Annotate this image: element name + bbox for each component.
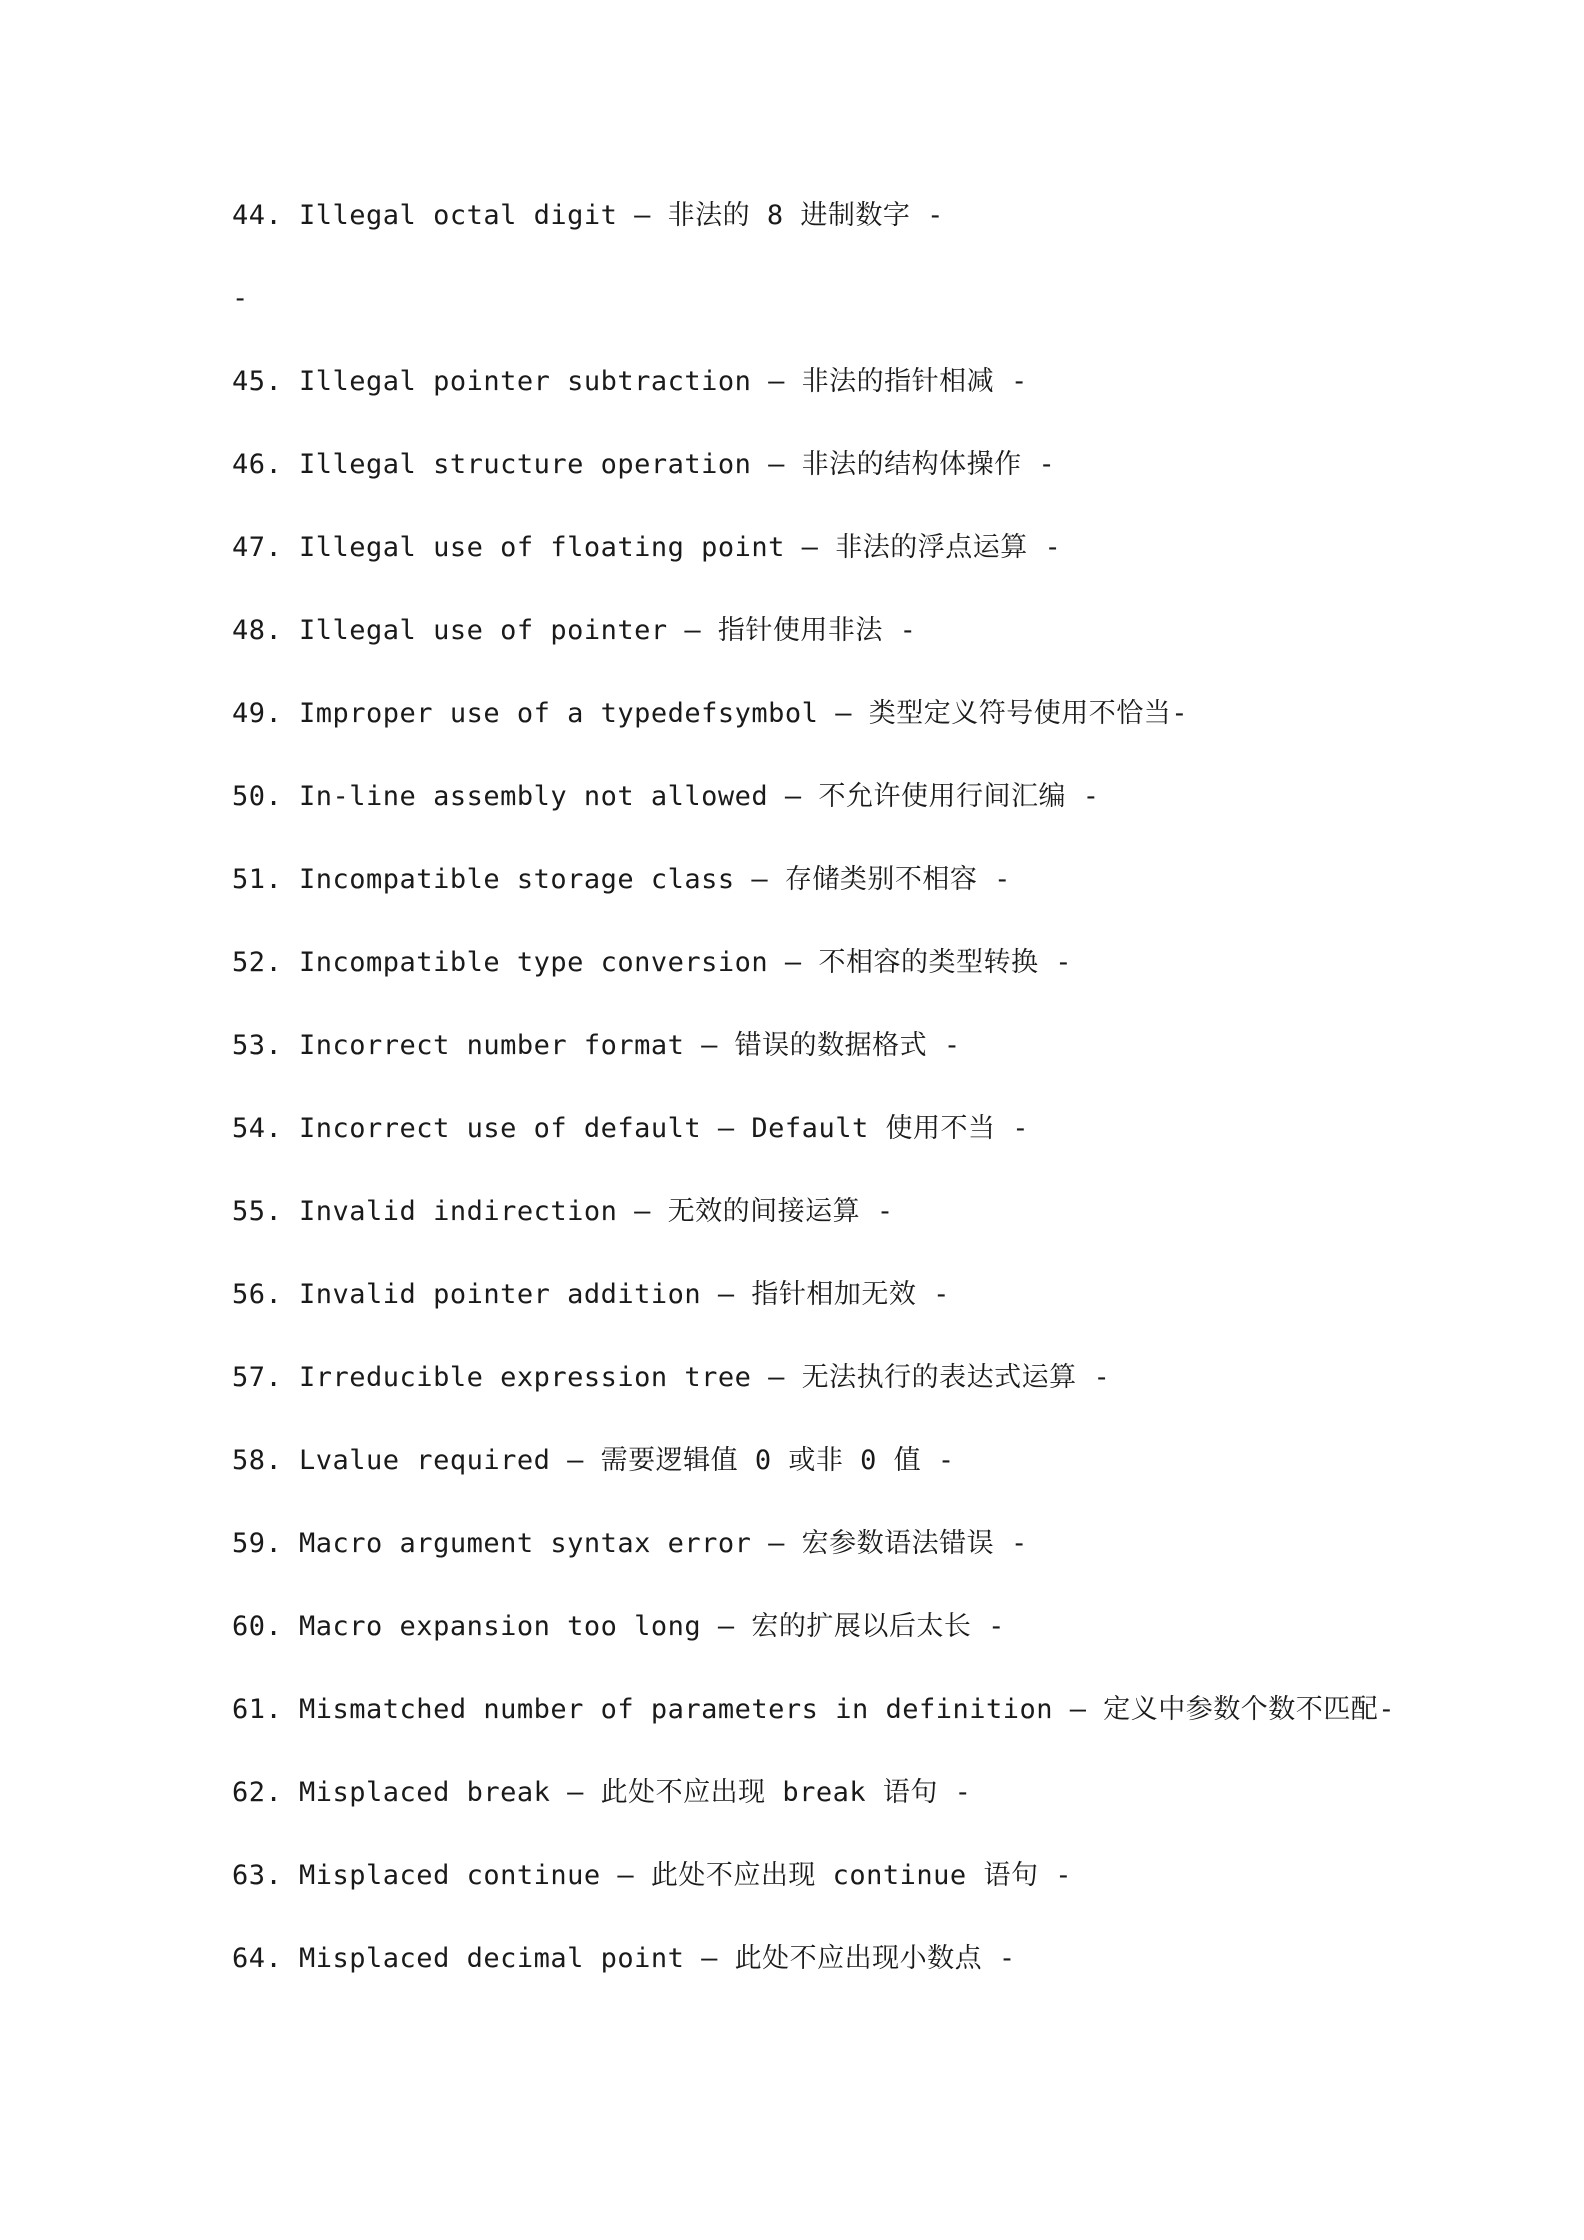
list-item: 44. Illegal octal digit — 非法的 8 进制数字 - [232, 200, 944, 231]
list-item: 58. Lvalue required — 需要逻辑值 0 或非 0 值 - [232, 1445, 955, 1476]
list-item: 47. Illegal use of floating point — 非法的浮点运算 - [232, 532, 1062, 563]
list-item: 59. Macro argument syntax error — 宏参数语法错误 - [232, 1528, 1028, 1559]
list-item: 48. Illegal use of pointer — 指针使用非法 - [232, 615, 917, 646]
list-item: 49. Improper use of a typedefsymbol — 类型定义符号使用不恰当- [232, 698, 1188, 729]
error-list [232, 190, 1432, 2016]
list-item: 46. Illegal structure operation — 非法的结构体操作 - [232, 449, 1056, 480]
list-item: 51. Incompatible storage class — 存储类别不相容 - [232, 864, 1011, 895]
list-item: 63. Misplaced continue — 此处不应出现 continue 语句 - [232, 1860, 1072, 1891]
list-item: 45. Illegal pointer subtraction — 非法的指针相减 - [232, 366, 1028, 397]
list-item: - [232, 283, 249, 314]
list-item: 50. In-line assembly not allowed — 不允许使用行间汇编 - [232, 781, 1100, 812]
list-item: 52. Incompatible type conversion — 不相容的类型转换 - [232, 947, 1072, 978]
list-item: 62. Misplaced break — 此处不应出现 break 语句 - [232, 1777, 972, 1808]
list-item: 53. Incorrect number format — 错误的数据格式 - [232, 1030, 961, 1061]
list-item: 55. Invalid indirection — 无效的间接运算 - [232, 1196, 894, 1227]
list-item: 56. Invalid pointer addition — 指针相加无效 - [232, 1279, 950, 1310]
list-item: 57. Irreducible expression tree — 无法执行的表达式运算 - [232, 1362, 1111, 1393]
list-item: 64. Misplaced decimal point — 此处不应出现小数点 - [232, 1943, 1016, 1974]
list-item: 61. Mismatched number of parameters in definition — 定义中参数个数不匹配- [232, 1694, 1396, 1725]
list-item: 54. Incorrect use of default — Default 使用不当 - [232, 1113, 1029, 1144]
list-item: 60. Macro expansion too long — 宏的扩展以后太长 - [232, 1611, 1005, 1642]
